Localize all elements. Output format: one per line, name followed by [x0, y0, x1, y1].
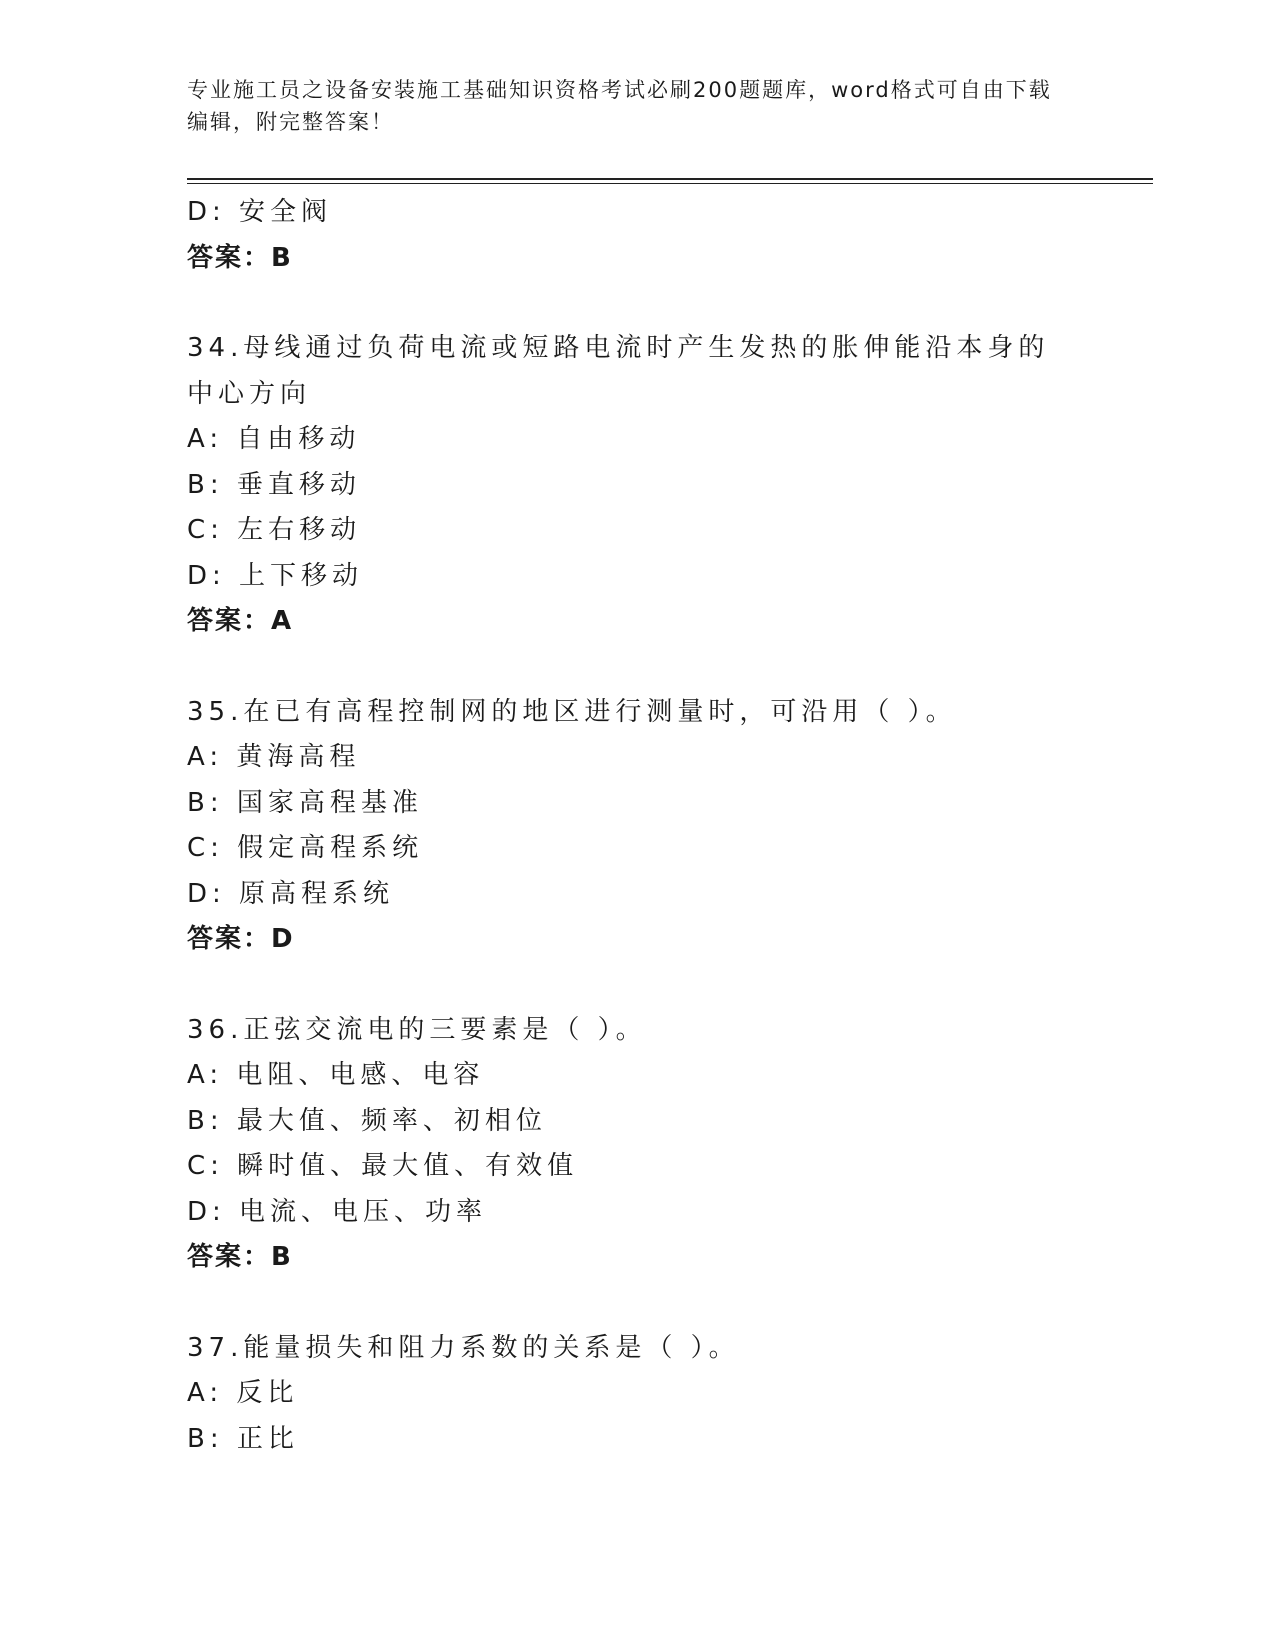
option-a: A: 黄海高程	[187, 742, 361, 772]
option-c: C: 瞬时值、最大值、有效值	[187, 1151, 579, 1181]
option-a: A: 反比	[187, 1378, 299, 1408]
question-37	[187, 1326, 1087, 1463]
option-b: B: 垂直移动	[187, 469, 361, 500]
spacer	[187, 281, 1087, 326]
spacer	[187, 1281, 1087, 1326]
question-34	[187, 326, 1087, 645]
question-36	[187, 1008, 1087, 1281]
spacer	[187, 645, 1087, 690]
header-rule-thin	[187, 183, 1153, 184]
question-answer: 答案：D	[187, 924, 295, 954]
header-rule-thick	[187, 178, 1153, 180]
option-c: C: 假定高程系统	[187, 833, 424, 863]
question-stem: 36.正弦交流电的三要素是（ ）。	[187, 1014, 647, 1045]
option-a: A: 电阻、电感、电容	[187, 1060, 485, 1090]
question-stem: 34.母线通过负荷电流或短路电流时产生发热的胀伸能沿本身的中心方向	[187, 333, 1050, 409]
question-stem: 37.能量损失和阻力系数的关系是（ ）。	[187, 1332, 740, 1363]
question-answer: 答案：A	[187, 606, 294, 636]
question-answer: 答案：B	[187, 1242, 293, 1272]
option-d: D: 上下移动	[187, 560, 364, 591]
question-list	[187, 190, 1087, 1462]
spacer	[187, 963, 1087, 1008]
document-header: 专业施工员之设备安装施工基础知识资格考试必刷200题题库，word格式可自由下载编辑，附完整答案！	[187, 78, 1052, 134]
option-a: A: 自由移动	[187, 424, 361, 454]
question-35	[187, 690, 1087, 963]
option-d: D: 电流、电压、功率	[187, 1196, 488, 1227]
option-b: B: 最大值、频率、初相位	[187, 1105, 547, 1136]
option-c: C: 左右移动	[187, 515, 362, 545]
carryover-answer: 答案：B	[187, 242, 293, 273]
option-d: D: 原高程系统	[187, 878, 395, 909]
option-b: B: 国家高程基准	[187, 787, 423, 818]
carryover-option-d: D: 安全阀	[187, 197, 333, 227]
question-stem: 35.在已有高程控制网的地区进行测量时，可沿用（ ）。	[187, 696, 957, 727]
option-b: B: 正比	[187, 1423, 299, 1454]
